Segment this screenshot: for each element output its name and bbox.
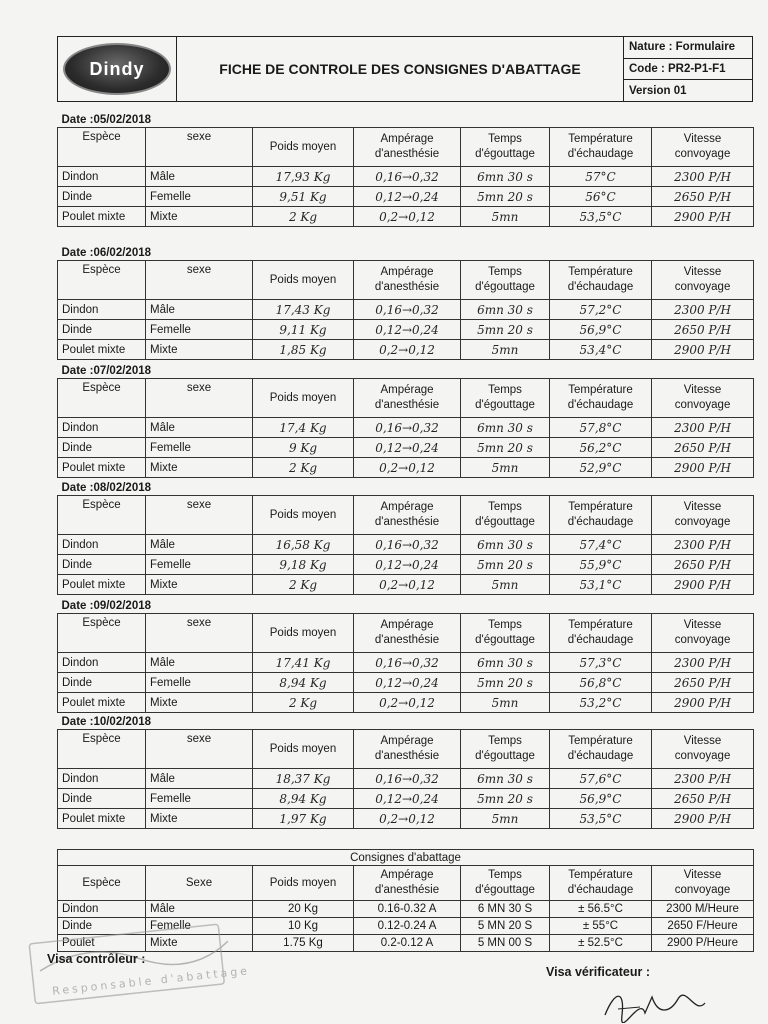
cell-temperature: 53,5°C [550,809,652,829]
cell-temps: 6mn 30 s [461,300,550,320]
cell-amperage: 0,16→0,32 [354,535,461,555]
consignes-caption: Consignes d'abattage [58,850,754,866]
col-temps: Temps d'égouttage [461,866,550,901]
table-row [58,693,754,713]
cell-vitesse: 2900 P/H [652,458,754,478]
col-temperature: Température d'échaudage [550,614,652,653]
col-sexe: sexe [146,730,253,769]
visa-controleur-label: Visa contrôleur : [47,952,146,966]
table-row [58,555,754,575]
cell-vitesse: 2300 P/H [652,418,754,438]
cell-vitesse: 2900 P/H [652,809,754,829]
col-poids: Poids moyen [253,866,354,901]
cell-temps: 5mn [461,207,550,227]
table-row [58,789,754,809]
cell-sexe: Femelle [146,187,253,207]
table-row [58,340,754,360]
cell-temps: 5 MN 20 S [461,918,550,935]
cell-temperature: 57°C [550,167,652,187]
cell-temperature: 56,8°C [550,673,652,693]
day-table [57,112,754,227]
cell-sexe: Femelle [146,789,253,809]
cell-temperature: 57,6°C [550,769,652,789]
table-row [58,575,754,595]
cell-poids: 9,18 Kg [253,555,354,575]
table-row [58,653,754,673]
cell-vitesse: 2900 P/H [652,575,754,595]
cell-vitesse: 2900 P/H [652,207,754,227]
cell-sexe: Mixte [146,575,253,595]
cell-poids: 2 Kg [253,575,354,595]
cell-amperage: 0,2→0,12 [354,809,461,829]
cell-amperage: 0,16→0,32 [354,769,461,789]
col-espece: Espèce [58,730,146,769]
col-poids: Poids moyen [253,496,354,535]
verificateur-signature [600,985,710,1023]
cell-sexe: Mâle [146,653,253,673]
cell-amperage: 0,12→0,24 [354,673,461,693]
cell-temperature: 53,5°C [550,207,652,227]
cell-vitesse: 2650 P/H [652,673,754,693]
cell-sexe: Mâle [146,300,253,320]
cell-sexe: Mâle [146,167,253,187]
cell-poids: 8,94 Kg [253,673,354,693]
cell-amperage: 0,12→0,24 [354,789,461,809]
col-vitesse: Vitesse convoyage [652,866,754,901]
nature-label: Nature : Formulaire [624,37,752,59]
cell-sexe: Femelle [146,438,253,458]
table-row [58,187,754,207]
cell-espece: Poulet mixte [58,207,146,227]
col-amperage: Ampérage d'anesthésie [354,379,461,418]
col-amperage: Ampérage d'anesthésie [354,261,461,300]
cell-vitesse: 2300 P/H [652,300,754,320]
cell-amperage: 0.16-0.32 A [354,901,461,918]
day-table [57,363,754,478]
cell-poids: 16,58 Kg [253,535,354,555]
day-table [57,245,754,360]
cell-espece: Dinde [58,555,146,575]
col-temperature: Température d'échaudage [550,261,652,300]
cell-temperature: 57,2°C [550,300,652,320]
cell-sexe: Mixte [146,458,253,478]
cell-temperature: 57,4°C [550,535,652,555]
col-amperage: Ampérage d'anesthésie [354,614,461,653]
table-row [58,769,754,789]
cell-temperature: 56,2°C [550,438,652,458]
col-temperature: Température d'échaudage [550,496,652,535]
day-date: Date :06/02/2018 [58,245,754,261]
col-amperage: Ampérage d'anesthésie [354,866,461,901]
day-date: Date :05/02/2018 [58,112,754,128]
logo-cell [58,37,177,101]
cell-temperature: 57,3°C [550,653,652,673]
cell-amperage: 0,12→0,24 [354,320,461,340]
table-row [58,809,754,829]
table-row [58,535,754,555]
cell-amperage: 0,2→0,12 [354,340,461,360]
cell-espece: Poulet [58,935,146,952]
col-temps: Temps d'égouttage [461,614,550,653]
col-vitesse: Vitesse convoyage [652,614,754,653]
cell-espece: Poulet mixte [58,575,146,595]
col-poids: Poids moyen [253,128,354,167]
cell-temperature: 53,4°C [550,340,652,360]
cell-poids: 17,93 Kg [253,167,354,187]
cell-temperature: 55,9°C [550,555,652,575]
cell-temps: 5mn 20 s [461,320,550,340]
cell-temperature: 56°C [550,187,652,207]
cell-vitesse: 2300 P/H [652,535,754,555]
cell-poids: 1,97 Kg [253,809,354,829]
col-poids: Poids moyen [253,261,354,300]
col-sexe: sexe [146,496,253,535]
cell-espece: Dinde [58,438,146,458]
cell-espece: Poulet mixte [58,693,146,713]
cell-poids: 20 Kg [253,901,354,918]
col-espece: Espèce [58,866,146,901]
cell-espece: Dindon [58,653,146,673]
cell-poids: 2 Kg [253,693,354,713]
cell-sexe: Mixte [146,693,253,713]
cell-amperage: 0.2-0.12 A [354,935,461,952]
col-espece: Espèce [58,128,146,167]
col-sexe: sexe [146,379,253,418]
col-temperature: Température d'échaudage [550,730,652,769]
cell-sexe: Mâle [146,535,253,555]
cell-espece: Dinde [58,789,146,809]
document-title: FICHE DE CONTROLE DES CONSIGNES D'ABATTAGE [177,37,624,101]
table-row [58,438,754,458]
col-vitesse: Vitesse convoyage [652,379,754,418]
cell-espece: Dindon [58,769,146,789]
cell-temps: 6mn 30 s [461,167,550,187]
cell-sexe: Mixte [146,935,253,952]
cell-amperage: 0,16→0,32 [354,418,461,438]
cell-temps: 5mn [461,693,550,713]
col-sexe: sexe [146,128,253,167]
cell-sexe: Mixte [146,340,253,360]
table-row [58,320,754,340]
version-label: Version 01 [629,84,687,97]
col-sexe: sexe [146,614,253,653]
cell-temps: 5mn [461,458,550,478]
cell-sexe: Femelle [146,673,253,693]
table-row [58,673,754,693]
cell-poids: 1,85 Kg [253,340,354,360]
col-temps: Temps d'égouttage [461,496,550,535]
cell-espece: Dindon [58,300,146,320]
cell-amperage: 0,2→0,12 [354,207,461,227]
cell-sexe: Mixte [146,809,253,829]
cell-sexe: Mixte [146,207,253,227]
stamp-text: Responsable d'abattage [51,964,251,998]
col-vitesse: Vitesse convoyage [652,496,754,535]
cell-amperage: 0,12→0,24 [354,438,461,458]
cell-poids: 1.75 Kg [253,935,354,952]
cell-temps: 5mn [461,809,550,829]
cell-amperage: 0,16→0,32 [354,653,461,673]
cell-temps: 6mn 30 s [461,653,550,673]
table-row [58,207,754,227]
cell-poids: 9,11 Kg [253,320,354,340]
cell-sexe: Mâle [146,418,253,438]
cell-temperature: ± 52.5°C [550,935,652,952]
code-label: Code : PR2-P1-F1 [624,59,752,81]
day-date: Date :08/02/2018 [58,480,754,496]
col-temperature: Température d'échaudage [550,128,652,167]
day-table [57,598,754,713]
col-espece: Espèce [58,496,146,535]
cell-amperage: 0,2→0,12 [354,458,461,478]
col-vitesse: Vitesse convoyage [652,261,754,300]
col-vitesse: Vitesse convoyage [652,128,754,167]
cell-temps: 6 MN 30 S [461,901,550,918]
cell-temps: 5 MN 00 S [461,935,550,952]
cell-vitesse: 2650 P/H [652,187,754,207]
cell-temps: 6mn 30 s [461,535,550,555]
cell-poids: 2 Kg [253,207,354,227]
cell-temperature: 53,1°C [550,575,652,595]
col-sexe: sexe [146,261,253,300]
cell-vitesse: 2650 F/Heure [652,918,754,935]
cell-vitesse: 2900 P/H [652,340,754,360]
logo-text: Dindy [89,58,145,79]
col-espece: Espèce [58,614,146,653]
cell-vitesse: 2300 P/H [652,653,754,673]
table-row [58,167,754,187]
cell-espece: Dindon [58,901,146,918]
cell-temperature: 56,9°C [550,320,652,340]
cell-poids: 17,41 Kg [253,653,354,673]
day-date: Date :09/02/2018 [58,598,754,614]
cell-poids: 17,4 Kg [253,418,354,438]
col-temps: Temps d'égouttage [461,379,550,418]
cell-temperature: 57,8°C [550,418,652,438]
cell-temps: 5mn 20 s [461,438,550,458]
col-temperature: Température d'échaudage [550,866,652,901]
cell-temps: 6mn 30 s [461,418,550,438]
cell-temperature: ± 56.5°C [550,901,652,918]
col-temps: Temps d'égouttage [461,128,550,167]
cell-amperage: 0,16→0,32 [354,167,461,187]
dindy-logo [63,43,171,95]
col-temps: Temps d'égouttage [461,730,550,769]
table-row [58,458,754,478]
cell-amperage: 0,2→0,12 [354,575,461,595]
col-espece: Espèce [58,379,146,418]
cell-vitesse: 2300 M/Heure [652,901,754,918]
cell-amperage: 0,2→0,12 [354,693,461,713]
cell-temps: 5mn 20 s [461,555,550,575]
col-poids: Poids moyen [253,730,354,769]
col-temps: Temps d'égouttage [461,261,550,300]
col-sexe: Sexe [146,866,253,901]
col-espece: Espèce [58,261,146,300]
cell-temps: 5mn [461,575,550,595]
cell-espece: Dindon [58,167,146,187]
day-date: Date :10/02/2018 [58,714,754,730]
cell-vitesse: 2650 P/H [652,320,754,340]
cell-sexe: Mâle [146,901,253,918]
cell-vitesse: 2300 P/H [652,769,754,789]
col-poids: Poids moyen [253,379,354,418]
cell-temps: 5mn 20 s [461,789,550,809]
day-table [57,714,754,829]
cell-poids: 9 Kg [253,438,354,458]
cell-vitesse: 2650 P/H [652,438,754,458]
col-amperage: Ampérage d'anesthésie [354,730,461,769]
cell-vitesse: 2900 P/H [652,693,754,713]
cell-sexe: Femelle [146,918,253,935]
col-poids: Poids moyen [253,614,354,653]
cell-temperature: 53,2°C [550,693,652,713]
cell-vitesse: 2900 P/Heure [652,935,754,952]
cell-vitesse: 2300 P/H [652,167,754,187]
visa-verificateur-label: Visa vérificateur : [546,965,650,979]
cell-temperature: ± 55°C [550,918,652,935]
col-vitesse: Vitesse convoyage [652,730,754,769]
col-amperage: Ampérage d'anesthésie [354,496,461,535]
cell-espece: Dindon [58,418,146,438]
cell-espece: Dinde [58,320,146,340]
cell-amperage: 0,12→0,24 [354,187,461,207]
cell-temperature: 56,9°C [550,789,652,809]
cell-temperature: 52,9°C [550,458,652,478]
cell-poids: 17,43 Kg [253,300,354,320]
table-row [58,300,754,320]
document-header [57,36,753,102]
cell-temps: 5mn [461,340,550,360]
cell-sexe: Femelle [146,555,253,575]
cell-poids: 18,37 Kg [253,769,354,789]
cell-espece: Dinde [58,673,146,693]
cell-temps: 5mn 20 s [461,673,550,693]
cell-vitesse: 2650 P/H [652,789,754,809]
cell-temps: 5mn 20 s [461,187,550,207]
cell-espece: Dinde [58,918,146,935]
cell-vitesse: 2650 P/H [652,555,754,575]
cell-sexe: Mâle [146,769,253,789]
cell-espece: Dinde [58,187,146,207]
table-row [58,418,754,438]
cell-espece: Dindon [58,535,146,555]
col-temperature: Température d'échaudage [550,379,652,418]
table-row [58,901,754,918]
cell-amperage: 0.12-0.24 A [354,918,461,935]
day-table [57,480,754,595]
cell-sexe: Femelle [146,320,253,340]
cell-poids: 2 Kg [253,458,354,478]
document-meta [624,37,752,101]
day-date: Date :07/02/2018 [58,363,754,379]
cell-espece: Poulet mixte [58,809,146,829]
cell-poids: 9,51 Kg [253,187,354,207]
col-amperage: Ampérage d'anesthésie [354,128,461,167]
cell-amperage: 0,12→0,24 [354,555,461,575]
cell-amperage: 0,16→0,32 [354,300,461,320]
cell-poids: 10 Kg [253,918,354,935]
cell-espece: Poulet mixte [58,458,146,478]
cell-poids: 8,94 Kg [253,789,354,809]
cell-espece: Poulet mixte [58,340,146,360]
cell-temps: 6mn 30 s [461,769,550,789]
